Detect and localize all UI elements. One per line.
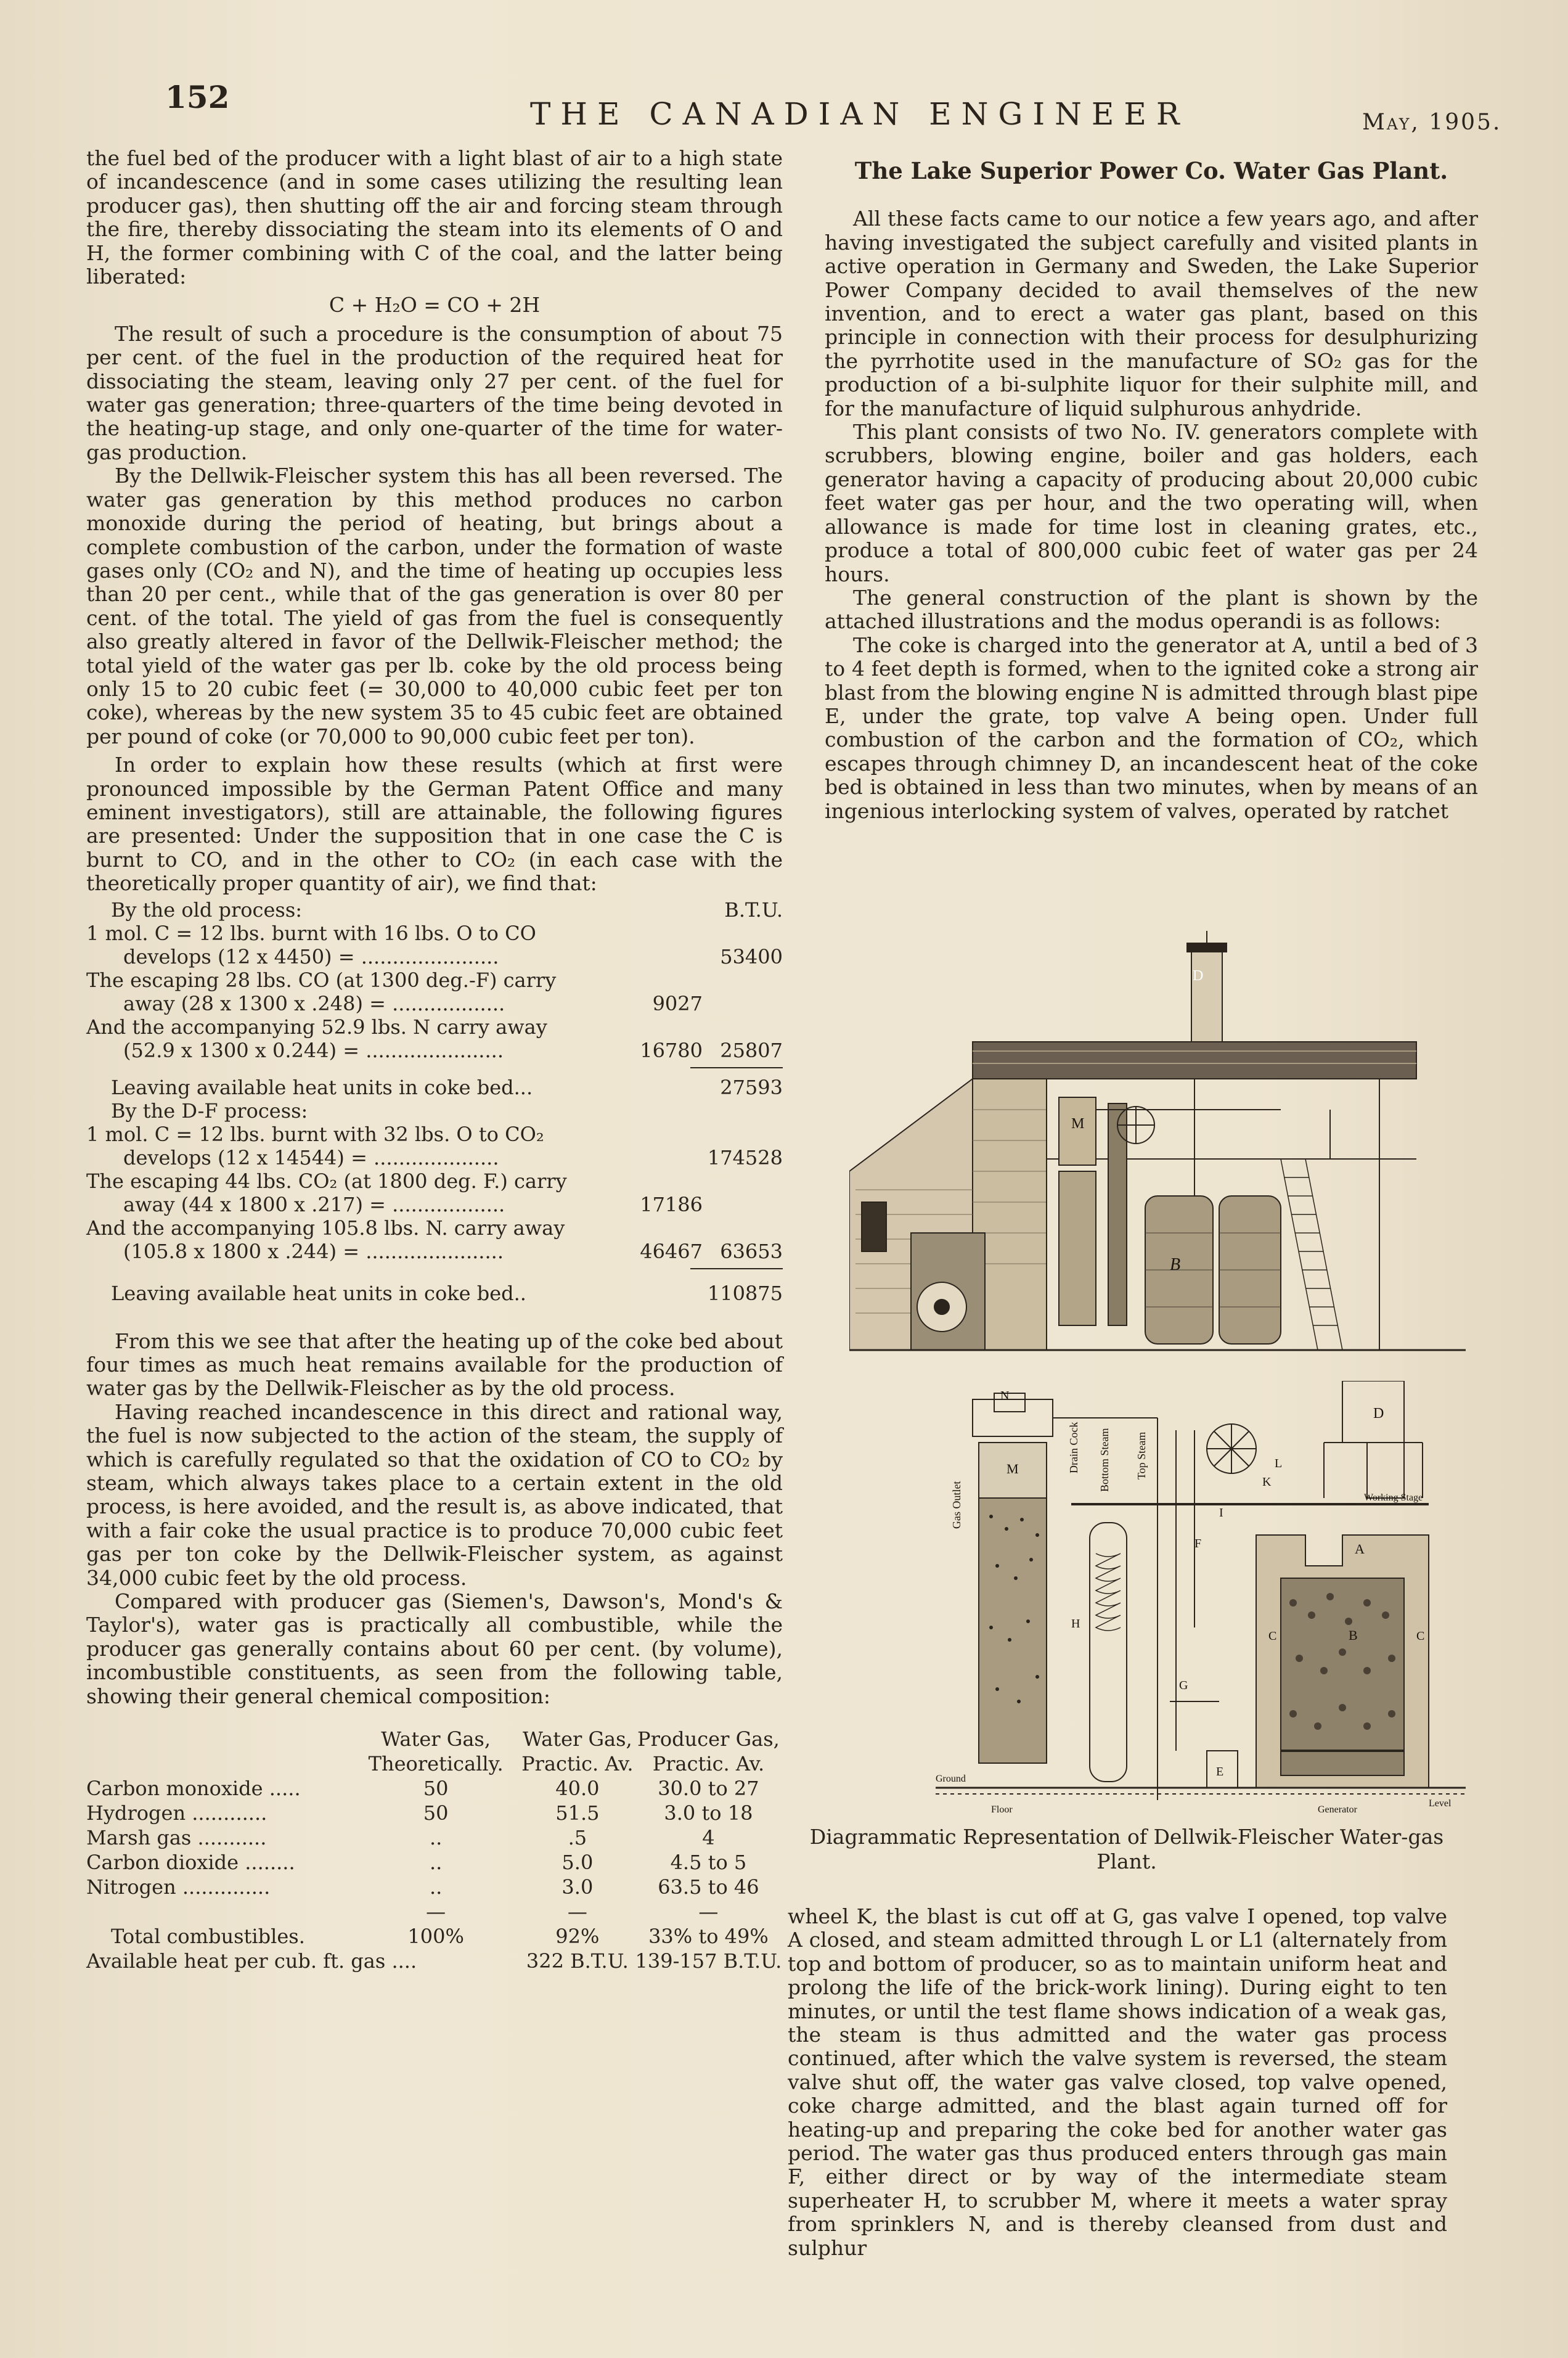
fig-label-i: I	[1219, 1506, 1223, 1520]
paragraph: Having reached incandescence in this direct and rational way, the fuel is now subjected to the action of the steam, the supply of which is carefully regulated so that the oxidation of CO to CO₂ by steam, which always takes place to a certain extent in the old process, is here avoided, and the result is, as above indicated, that with a fair coke the usual practice is to produce 70,000 cubic feet gas per ton coke by the Dellwik-Fleischer system, as against 34,000 cubic feet by the old process.	[86, 1399, 783, 1590]
right-column	[825, 159, 1478, 823]
fig-label-f: F	[1194, 1537, 1202, 1550]
fig-label-a: A	[1355, 1541, 1365, 1557]
fig-label-working-stage: Working Stage	[1364, 1492, 1423, 1503]
fig-label-d: D	[1373, 1406, 1384, 1422]
column-header: Water Gas, Theoretically.	[368, 1727, 504, 1776]
fig-label-gas-outlet: Gas Outlet	[950, 1481, 963, 1529]
calc-value: 16780	[640, 1038, 703, 1062]
calc-line: And the accompanying 105.8 lbs. N. carry away	[86, 1216, 565, 1240]
issue-date: May, 1905.	[1362, 110, 1502, 135]
table-row: Hydrogen ............ 50 51.5 3.0 to 18	[86, 1801, 753, 1825]
calc-line: Leaving available heat units in coke bed..	[111, 1281, 526, 1305]
fig-label-l: L	[1275, 1457, 1283, 1470]
paragraph: The coke is charged into the generator at A, until a bed of 3 to 4 feet depth is formed, when to the ignited coke a strong air blast from the blowing engine N is admitted through blast pipe E, under the grate, top valve A being open. Under full combustion of the carbon and the formation of CO₂, which escapes through chimney D, an incandescent heat of the coke bed is obtained in less than two minutes, when by means of an ingenious interlocking system of valves, operated by ratchet	[825, 632, 1478, 823]
calc-line: develops (12 x 4450) = ......................	[123, 944, 499, 968]
fig-label-b: B	[1349, 1627, 1358, 1643]
fig-label-ground: Ground	[936, 1774, 966, 1784]
figure-caption: Diagrammatic Representation of Dellwik-Fleischer Water-gas Plant.	[809, 1825, 1444, 1873]
fig-label-generator: Generator	[1318, 1804, 1357, 1815]
fig-label-level: Level	[1429, 1798, 1452, 1809]
calc-value: 27593	[720, 1075, 783, 1099]
fig-label-n: N	[1000, 1389, 1010, 1402]
calc-value: 110875	[707, 1281, 783, 1305]
calc-value: 17186	[640, 1192, 703, 1216]
fig-label-c: C	[1268, 1629, 1277, 1643]
fig-label-drain-cock: Drain Cock	[1068, 1422, 1080, 1473]
fig-label-b: B	[1170, 1255, 1181, 1274]
left-column	[86, 147, 783, 1973]
paragraph: All these facts came to our notice a few years ago, and after having investigated the subject carefully and visited plants in active operation in Germany and Sweden, the Lake Superior Power Company decided to avail themselves of the new invention, and to erect a water gas plant, based on this principle in connection with their process for desulphurizing the pyrrhotite used in the manufacture of SO₂ gas for the production of a bi-sulphite liquor for their sulphite mill, and for the manufacture of liquid sulphurous anhydride.	[825, 207, 1478, 420]
calc-line: 1 mol. C = 12 lbs. burnt with 32 lbs. O to CO₂	[86, 1122, 544, 1146]
gas-composition-table	[86, 1727, 783, 1973]
fig-label-k: K	[1262, 1475, 1272, 1489]
sum-rule	[690, 1268, 783, 1269]
paragraph: The general construction of the plant is shown by the attached illustrations and the modus operandi is as follows:	[825, 585, 1478, 634]
right-column-continued	[788, 1905, 1447, 2260]
table-row: Nitrogen .............. .. 3.0 63.5 to 46	[86, 1875, 759, 1899]
fig-label-d: D	[1193, 968, 1204, 984]
calc-unit: B.T.U.	[724, 898, 783, 922]
paragraph: From this we see that after the heating up of the coke bed about four times as much heat remains available for the production of water gas by the Dellwik-Fleischer as by the old process.	[86, 1328, 783, 1401]
calc-value: 53400	[720, 944, 783, 968]
page-header	[0, 79, 1568, 147]
fig-label-g: G	[1179, 1679, 1188, 1692]
paragraph: Compared with producer gas (Siemen's, Dawson's, Mond's & Taylor's), water gas is practically all combustible, while the producer gas generally contains about 60 per cent. (by volume), incombustible constituents, as seen from the following table, showing their general chemical composition:	[86, 1589, 783, 1708]
column-header: Producer Gas, Practic. Av.	[637, 1727, 780, 1776]
plant-perspective-illustration	[849, 925, 1466, 1369]
calc-line: The escaping 28 lbs. CO (at 1300 deg.-F) carry	[86, 968, 557, 992]
fig-label-m: M	[1071, 1116, 1085, 1132]
paragraph: The result of such a procedure is the consumption of about 75 per cent. of the fuel in the production of the required heat for dissociating the steam, leaving only 27 per cent. of the fuel for water gas generation; three-quarters of the time being devoted in the heating-up stage, and only one-quarter of the time for water-gas production.	[86, 321, 783, 464]
paragraph: In order to explain how these results (which at first were pronounced impossible by the German Patent Office and many eminent investigators), still are attainable, the following figures are presented: Under the supposition that in one case the C is burnt to CO, and in the other to CO₂ (in each case with the theoretically proper quantity of air), we find that:	[86, 753, 783, 896]
table-row: Available heat per cub. ft. gas .... 322 B.T.U. 139-157 B.T.U.	[86, 1949, 782, 1973]
heat-calculation	[86, 898, 783, 1305]
calc-line: Leaving available heat units in coke bed...	[111, 1075, 533, 1099]
calc-line: And the accompanying 52.9 lbs. N carry away	[86, 1015, 547, 1039]
chemical-equation: C + H₂O = CO + 2H	[329, 293, 541, 317]
calc-total: 63653	[720, 1239, 783, 1263]
paragraph: By the Dellwik-Fleischer system this has all been reversed. The water gas generation by this method produces no carbon monoxide during the period of heating, but brings about a complete combustion of the carbon, under the formation of waste gases only (CO₂ and N), and the time of heating up occupies less than 20 per cent., while that of the gas generation is over 80 per cent. of the total. The yield of gas from the fuel is consequently also greatly altered in favor of the Dellwik-Fleischer method; the total yield of the water gas per lb. coke by the old process being only 15 to 20 cubic feet (= 30,000 to 40,000 cubic feet per ton coke), whereas by the new system 35 to 45 cubic feet are obtained per pound of coke (or 70,000 to 90,000 cubic feet per ton).	[86, 464, 783, 748]
table-row: Marsh gas ........... .. .5 4	[86, 1826, 715, 1850]
calc-line: away (44 x 1800 x .217) = ..................	[123, 1192, 505, 1216]
calc-line: away (28 x 1300 x .248) = ..................	[123, 991, 505, 1015]
fig-label-c2: C	[1416, 1629, 1425, 1643]
calc-line: develops (12 x 14544) = ....................	[123, 1145, 499, 1169]
table-row: — — —	[426, 1900, 719, 1924]
table-row: Carbon monoxide ..... 50 40.0 30.0 to 27	[86, 1777, 759, 1801]
fig-label-m: M	[1007, 1461, 1019, 1476]
calc-value: 46467	[640, 1239, 703, 1263]
calc-value: 9027	[652, 991, 703, 1015]
paragraph: This plant consists of two No. IV. generators complete with scrubbers, blowing engine, boiler and gas holders, each generator having a capacity of producing about 20,000 cubic feet water gas per hour, and the two operating will, when allowance is made for time lost in cleaning grates, etc., produce a total of 800,000 cubic feet of water gas per 24 hours.	[825, 420, 1478, 586]
journal-title: THE CANADIAN ENGINEER	[530, 96, 1190, 132]
paragraph: the fuel bed of the producer with a light blast of air to a high state of incandescence (and in some cases utilizing the resulting lean producer gas), then shutting off the air and forcing steam through the fire, thereby dissociating the steam into its elements of O and H, the former combining with C of the coal, and the latter being liberated:	[86, 146, 783, 289]
page-number: 152	[165, 79, 230, 115]
section-title: The Lake Superior Power Co. Water Gas Plant.	[854, 157, 1448, 184]
calc-line: (52.9 x 1300 x 0.244) = ......................	[123, 1038, 504, 1062]
fig-label-e: E	[1216, 1765, 1224, 1779]
fig-label-top-steam: Top Steam	[1135, 1431, 1148, 1480]
fig-label-floor: Floor	[991, 1804, 1013, 1815]
sum-rule	[690, 1067, 783, 1068]
column-header: Water Gas, Practic. Av.	[521, 1727, 634, 1776]
calc-value: 174528	[707, 1145, 783, 1169]
paragraph: wheel K, the blast is cut off at G, gas valve I opened, top valve A closed, and steam admitted through L or L1 (alternately from top and bottom of producer, so as to maintain uniform heat and prolong the life of the brick-work lining). During eight to ten minutes, or until the test flame shows indication of a weak gas, the steam is thus admitted and the water gas process continued, after which the valve system is reversed, the steam valve shut off, the water gas valve closed, top valve opened, coke charge admitted, and the blast again turned off for heating-up and preparing the coke bed for another water gas period. The water gas thus produced enters through gas main F, either direct or by way of the intermediate steam superheater H, to scrubber M, where it meets a water spray from sprinklers N, and is thereby cleansed from dust and sulphur	[788, 1904, 1447, 2260]
table-row: Carbon dioxide ........ .. 5.0 4.5 to 5	[86, 1851, 747, 1875]
calc-line: The escaping 44 lbs. CO₂ (at 1800 deg. F.) carry	[86, 1169, 567, 1193]
calc-total: 25807	[720, 1038, 783, 1062]
fig-label-bottom-steam: Bottom Steam	[1098, 1428, 1111, 1492]
calc-heading: By the old process:	[111, 898, 303, 922]
calc-line: 1 mol. C = 12 lbs. burnt with 16 lbs. O to CO	[86, 921, 536, 945]
plant-section-diagram	[899, 1381, 1466, 1825]
fig-label-h: H	[1071, 1617, 1080, 1631]
calc-line: (105.8 x 1800 x .244) = ......................	[123, 1239, 504, 1263]
calc-heading: By the D-F process:	[111, 1099, 308, 1123]
table-row: Total combustibles. 100% 92% 33% to 49%	[111, 1925, 769, 1949]
